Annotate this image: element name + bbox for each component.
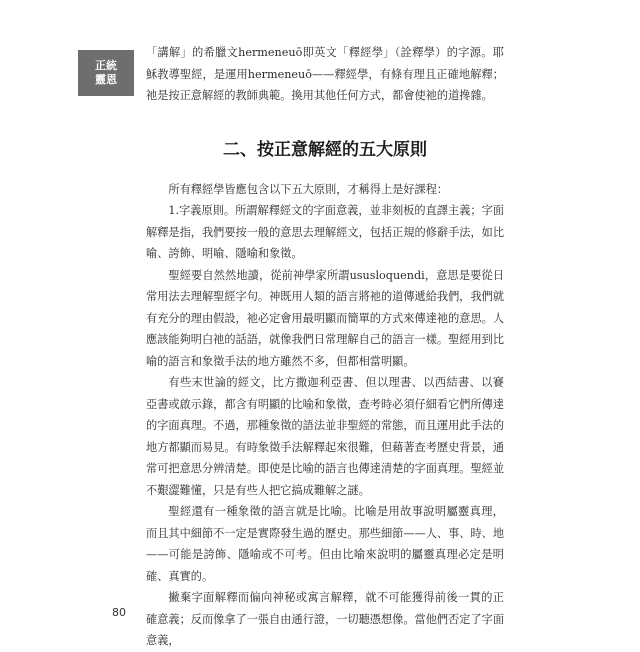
intro-paragraph: 「講解」的希臘文hermeneuō即英文「釋經學」（詮釋學）的字源。耶穌教導聖經，是運用hermeneuō——釋經學，有條有理且正確地解釋；祂是按正意解經的教師典範。換用其他任何方式，都會使祂的道搀雜。 [146, 46, 504, 102]
body-paragraph: 撇棄字面解釋而偏向神秘或寓言解釋，就不可能獲得前後一貫的正確意義；反而像拿了一張自由通行證，一切聽憑想像。當他們否定了字面意義， [146, 591, 505, 647]
body-paragraph: 聖經還有一種象徵的語言就是比喻。比喻是用故事說明屬靈真理，而且其中細節不一定是實際發生過的歷史。那些細節——人、事、時、地——可能是誇飾、隱喻或不可考。但由比喻來說明的屬靈真理必定是明確、真實的。 [146, 505, 505, 583]
body-paragraph: 有些末世論的經文，比方撒迦利亞書、但以理書、以西結書、以賽亞書或啟示錄，都含有明顯的比喻和象徵，查考時必須仔細看它們所傳達的字面真理。不過，那種象徵的語法並非聖經的常態，而且運用此手法的地方都顯而易見。有時象徵手法解釋起來很難，但藉著查考歷史背景，通常可把意思分辨清楚。即使是比喻的語言也傳達清楚的字面真理。聖經並不艱澀難懂，只是有些人把它搞成難解之謎。 [146, 376, 505, 497]
chapter-tab-line1: 正統 [95, 59, 117, 72]
page-content [146, 42, 504, 652]
body-paragraph: 1.字義原則。所謂解釋經文的字面意義，並非刻板的直譯主義；字面解釋是指，我們要按一般的意思去理解經文，包括正規的修辭手法，如比喻、誇飾、明喻、隱喻和象徵。 [146, 204, 505, 260]
body-paragraph: 所有釋經學皆應包含以下五大原則，才稱得上是好課程： [168, 182, 449, 196]
chapter-tab [78, 50, 134, 96]
page-number: 80 [112, 606, 126, 619]
body-paragraph: 聖經要自然然地讀，從前神學家所謂ususloquendi，意思是要從日常用法去理解聖經字句。神既用人類的語言將祂的道傳遞給我們，我們就有充分的理由假設，祂必定會用最明顯而簡單的方式來傳達祂的意思。人應該能夠明白祂的話語，就像我們日常理解自己的語言一樣。聖經用到比喻的語言和象徵手法的地方雖然不多，但都相當明顯。 [146, 268, 505, 368]
chapter-tab-line2: 靈恩 [95, 73, 117, 86]
section-heading: 二、按正意解經的五大原則 [223, 139, 427, 160]
